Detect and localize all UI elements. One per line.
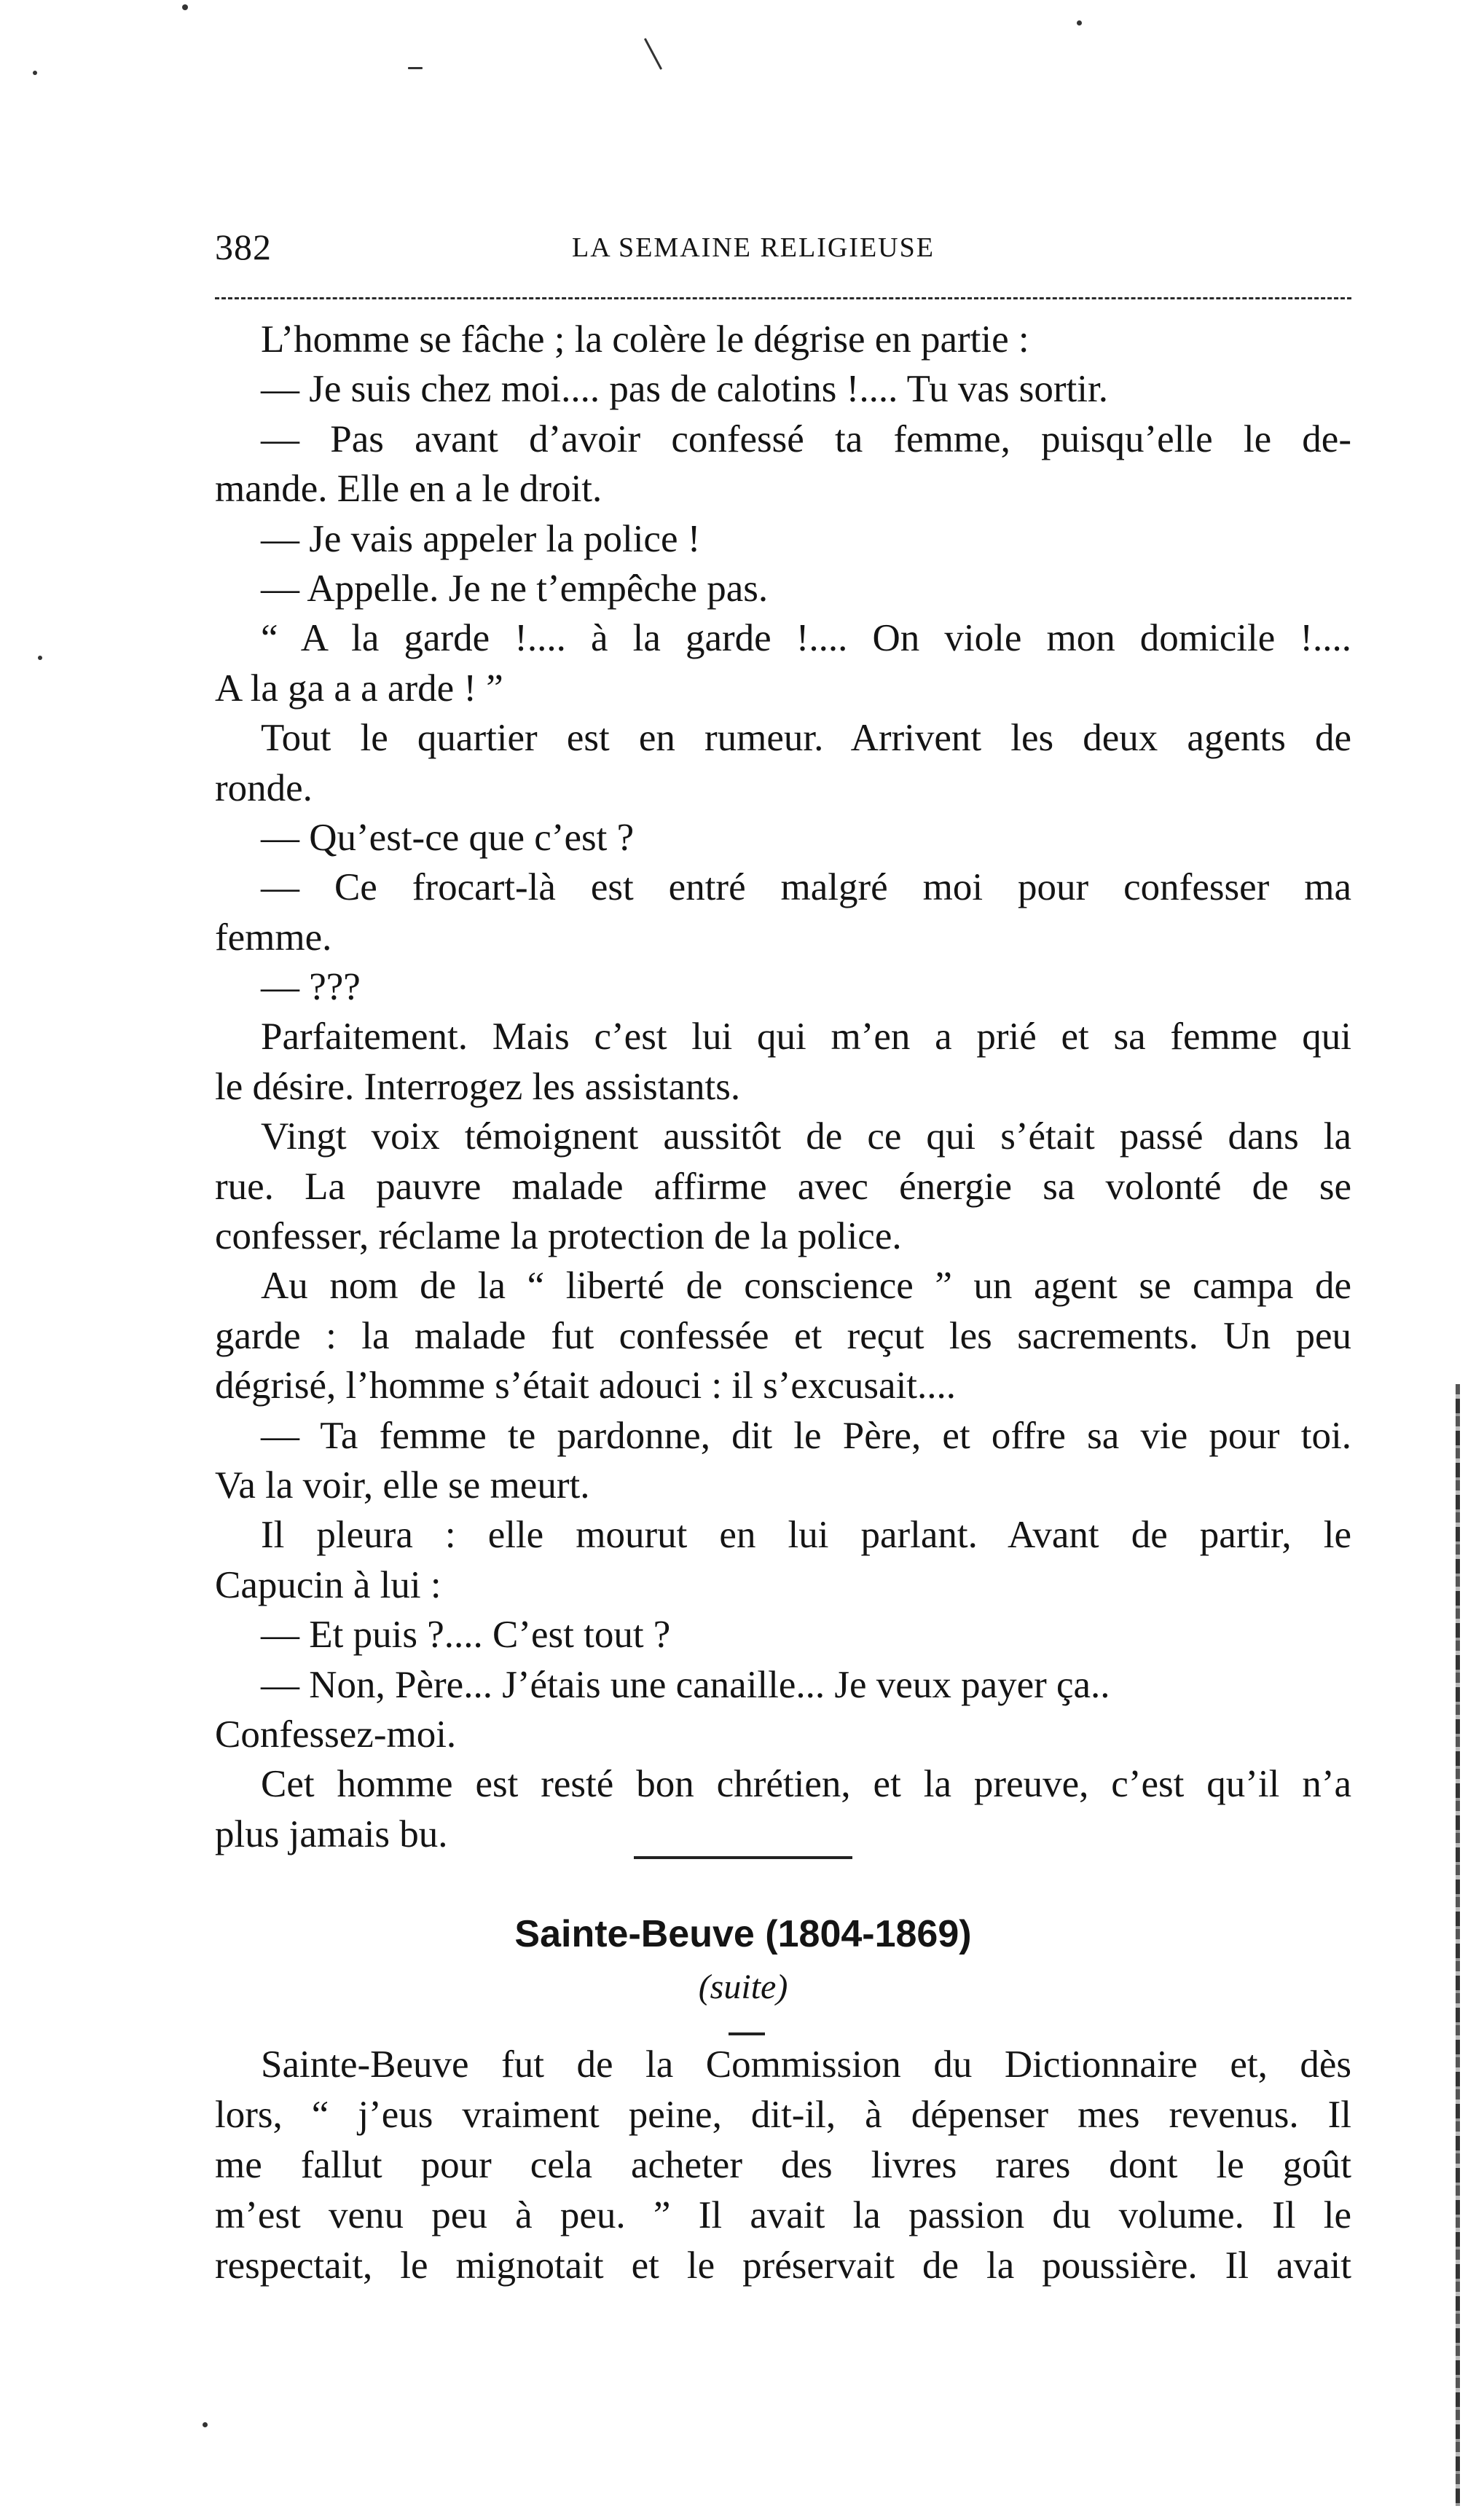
scan-speck [182,4,188,10]
text-line: Capucin à lui : [215,1563,441,1606]
section-subtitle: (suite) [698,1968,788,2006]
text-line: Tout le quartier est en rumeur. Arrivent les deux agents de [261,717,1351,760]
subtitle-dash [729,2032,765,2035]
text-line: L’homme se fâche ; la colère le dégrise en partie : [261,318,1029,361]
text-line: Cet homme est resté bon chrétien, et la preuve, c’est qu’il n’a [261,1763,1351,1806]
scan-speck [644,38,662,70]
text-line: Au nom de la “ liberté de conscience ” un agent se campa de [261,1265,1351,1308]
text-line: Va la voir, elle se meurt. [215,1464,590,1507]
text-line: — Qu’est-ce que c’est ? [261,816,635,859]
text-line: — Appelle. Je ne t’empêche pas. [261,567,769,610]
text-line: respectait, le mignotait et le préservait de la poussière. Il avait [215,2244,1351,2287]
text-line: — Et puis ?.... C’est tout ? [261,1614,671,1657]
section-title: Sainte-Beuve (1804-1869) [514,1913,972,1955]
text-line: garde : la malade fut confessée et reçut les sacrements. Un peu [215,1314,1351,1357]
text-line: — Je vais appeler la police ! [261,517,701,560]
text-line: dégrisé, l’homme s’était adouci : il s’excusait.... [215,1364,957,1407]
text-line: me fallut pour cela acheter des livres rares dont le goût [215,2144,1351,2186]
text-line: lors, “ j’eus vraiment peine, dit-il, à dépenser mes revenus. Il [215,2094,1351,2136]
body-text [215,315,1351,1859]
scan-speck [38,656,42,660]
text-line: ronde. [215,766,313,809]
header-rule [215,297,1351,299]
scan-speck [1077,20,1082,25]
text-line: A la ga a a arde ! ” [215,667,503,710]
text-line: “ A la garde !.... à la garde !.... On viole mon domicile !.... [261,617,1351,660]
text-line: Vingt voix témoignent aussitôt de ce qui s’était passé dans la [261,1115,1351,1158]
text-line: Parfaitement. Mais c’est lui qui m’en a prié et sa femme qui [261,1016,1351,1058]
text-line: — Non, Père... J’étais une canaille... Je veux payer ça.. [261,1663,1110,1706]
text-line: — Je suis chez moi.... pas de calotins !.... Tu vas sortir. [261,368,1108,411]
text-line: Il pleura : elle mourut en lui parlant. Avant de partir, le [261,1514,1351,1557]
text-line: femme. [215,916,332,959]
binding-edge [1456,1384,1460,2506]
text-line: Confessez-moi. [215,1713,457,1756]
text-line: — Ta femme te pardonne, dit le Père, et offre sa vie pour toi. [261,1414,1351,1457]
page-number: 382 [215,227,272,267]
section-text [215,2040,1351,2291]
text-line: — Pas avant d’avoir confessé ta femme, puisqu’elle le de- [261,417,1351,460]
scan-speck [203,2422,208,2427]
text-line: Sainte-Beuve fut de la Commission du Dictionnaire et, dès [261,2043,1351,2086]
text-line: plus jamais bu. [215,1812,448,1855]
text-line: — ??? [261,966,361,1009]
text-line: — Ce frocart-là est entré malgré moi pour confesser ma [261,866,1351,909]
text-line: confesser, réclame la protection de la police. [215,1215,902,1258]
scan-speck [33,71,37,75]
section-divider [634,1856,852,1859]
page-header [215,226,1351,277]
running-title: LA SEMAINE RELIGIEUSE [572,232,935,263]
text-line: m’est venu peu à peu. ” Il avait la passion du volume. Il le [215,2194,1351,2236]
text-line: mande. Elle en a le droit. [215,468,602,511]
text-line: le désire. Interrogez les assistants. [215,1065,741,1108]
scan-speck [408,67,423,69]
text-line: rue. La pauvre malade affirme avec énergie sa volonté de se [215,1165,1351,1208]
